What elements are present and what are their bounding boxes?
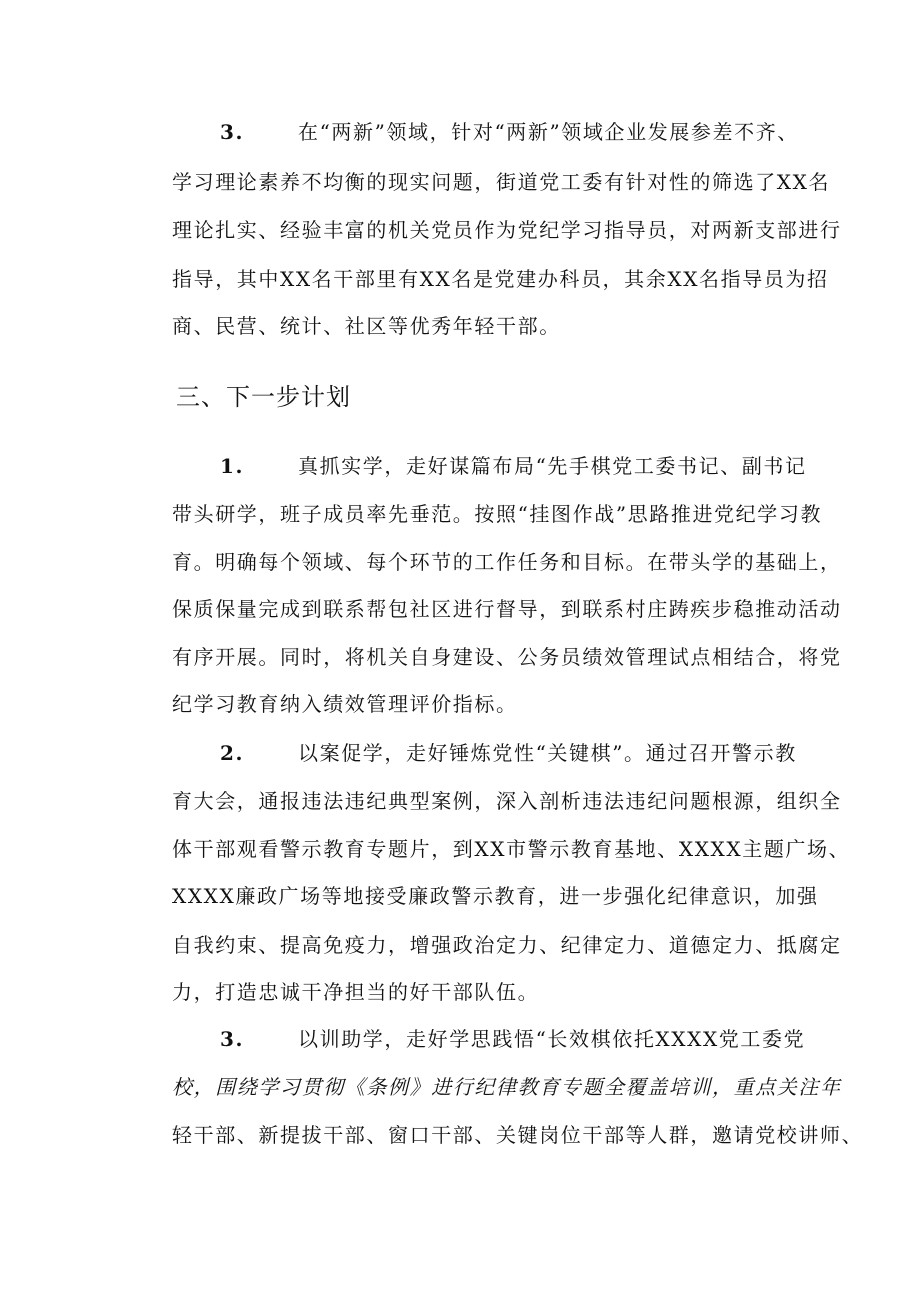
paragraph-line [172, 118, 799, 146]
line-text: 以案促学，走好锤炼党性“关键棋”。通过召开警示教 [298, 741, 797, 765]
paragraph-line [172, 1073, 842, 1101]
line-text: 在“两新”领域，针对“两新”领域企业发展参差不齐、 [298, 120, 799, 144]
paragraph-line [172, 787, 842, 815]
paragraph-line [172, 500, 823, 528]
line-text: 力，打造忠诚干净担当的好干部队伍。 [172, 980, 540, 1004]
line-text: 校，围绕学习贯彻《条例》进行纪律教育专题全覆盖培训，重点关注年 [172, 1075, 842, 1099]
item-number: 1. [220, 454, 245, 478]
paragraph-line [172, 265, 829, 293]
line-text: 指导，其中XX名干部里有XX名是党建办科员，其余XX名指导员为招 [172, 267, 829, 291]
paragraph-line [172, 168, 831, 196]
paragraph-line [172, 1025, 806, 1053]
line-text: 育大会，通报违法违纪典型案例，深入剖析违法违纪问题根源，组织全 [172, 789, 842, 813]
paragraph-line [172, 312, 790, 340]
paragraph-line [172, 739, 797, 767]
paragraph-line [172, 978, 790, 1006]
line-text: 带头研学，班子成员率先垂范。按照“挂图作战”思路推进党纪学习教 [172, 502, 823, 526]
paragraph-line [172, 835, 851, 863]
line-text: XXXX廉政广场等地接受廉政警示教育，进一步强化纪律意识，加强 [172, 884, 819, 908]
item-number: 3. [220, 120, 245, 144]
paragraph-line [172, 690, 790, 718]
paragraph-line [172, 643, 842, 671]
item-number: 2. [220, 741, 245, 765]
line-text: 育。明确每个领域、每个环节的工作任务和目标。在带头学的基础上， [172, 550, 842, 574]
line-text: 保质保量完成到联系帮包社区进行督导，到联系村庄踌疾步稳推动活动 [172, 597, 842, 621]
line-text: 学习理论素养不均衡的现实问题，街道党工委有针对性的筛选了XX名 [172, 170, 831, 194]
paragraph-line [172, 452, 807, 480]
line-text: 真抓实学，走好谋篇布局“先手棋党工委书记、副书记 [298, 454, 807, 478]
line-text: 以训助学，走好学思践悟“长效棋依托XXXX党工委党 [298, 1027, 806, 1051]
paragraph-line [172, 216, 842, 244]
line-text: 理论扎实、经验丰富的机关党员作为党纪学习指导员，对两新支部进行 [172, 218, 842, 242]
paragraph-line [172, 931, 842, 959]
section-heading: 三、下一步计划 [176, 383, 351, 411]
line-text: 轻干部、新提拔干部、窗口干部、关键岗位干部等人群，邀请党校讲师、 [172, 1123, 864, 1147]
paragraph-line [172, 595, 842, 623]
line-text: 有序开展。同时，将机关自身建设、公务员绩效管理试点相结合，将党 [172, 645, 842, 669]
line-text: 商、民营、统计、社区等优秀年轻干部。 [172, 314, 561, 338]
paragraph-line [172, 548, 842, 576]
item-number: 3. [220, 1027, 245, 1051]
paragraph-line [172, 1121, 864, 1149]
paragraph-line [172, 882, 819, 910]
line-text: 体干部观看警示教育专题片，到XX市警示教育基地、XXXX主题广场、 [172, 837, 851, 861]
line-text: 自我约束、提高免疫力，增强政治定力、纪律定力、道德定力、抵腐定 [172, 933, 842, 957]
line-text: 纪学习教育纳入绩效管理评价指标。 [172, 692, 518, 716]
